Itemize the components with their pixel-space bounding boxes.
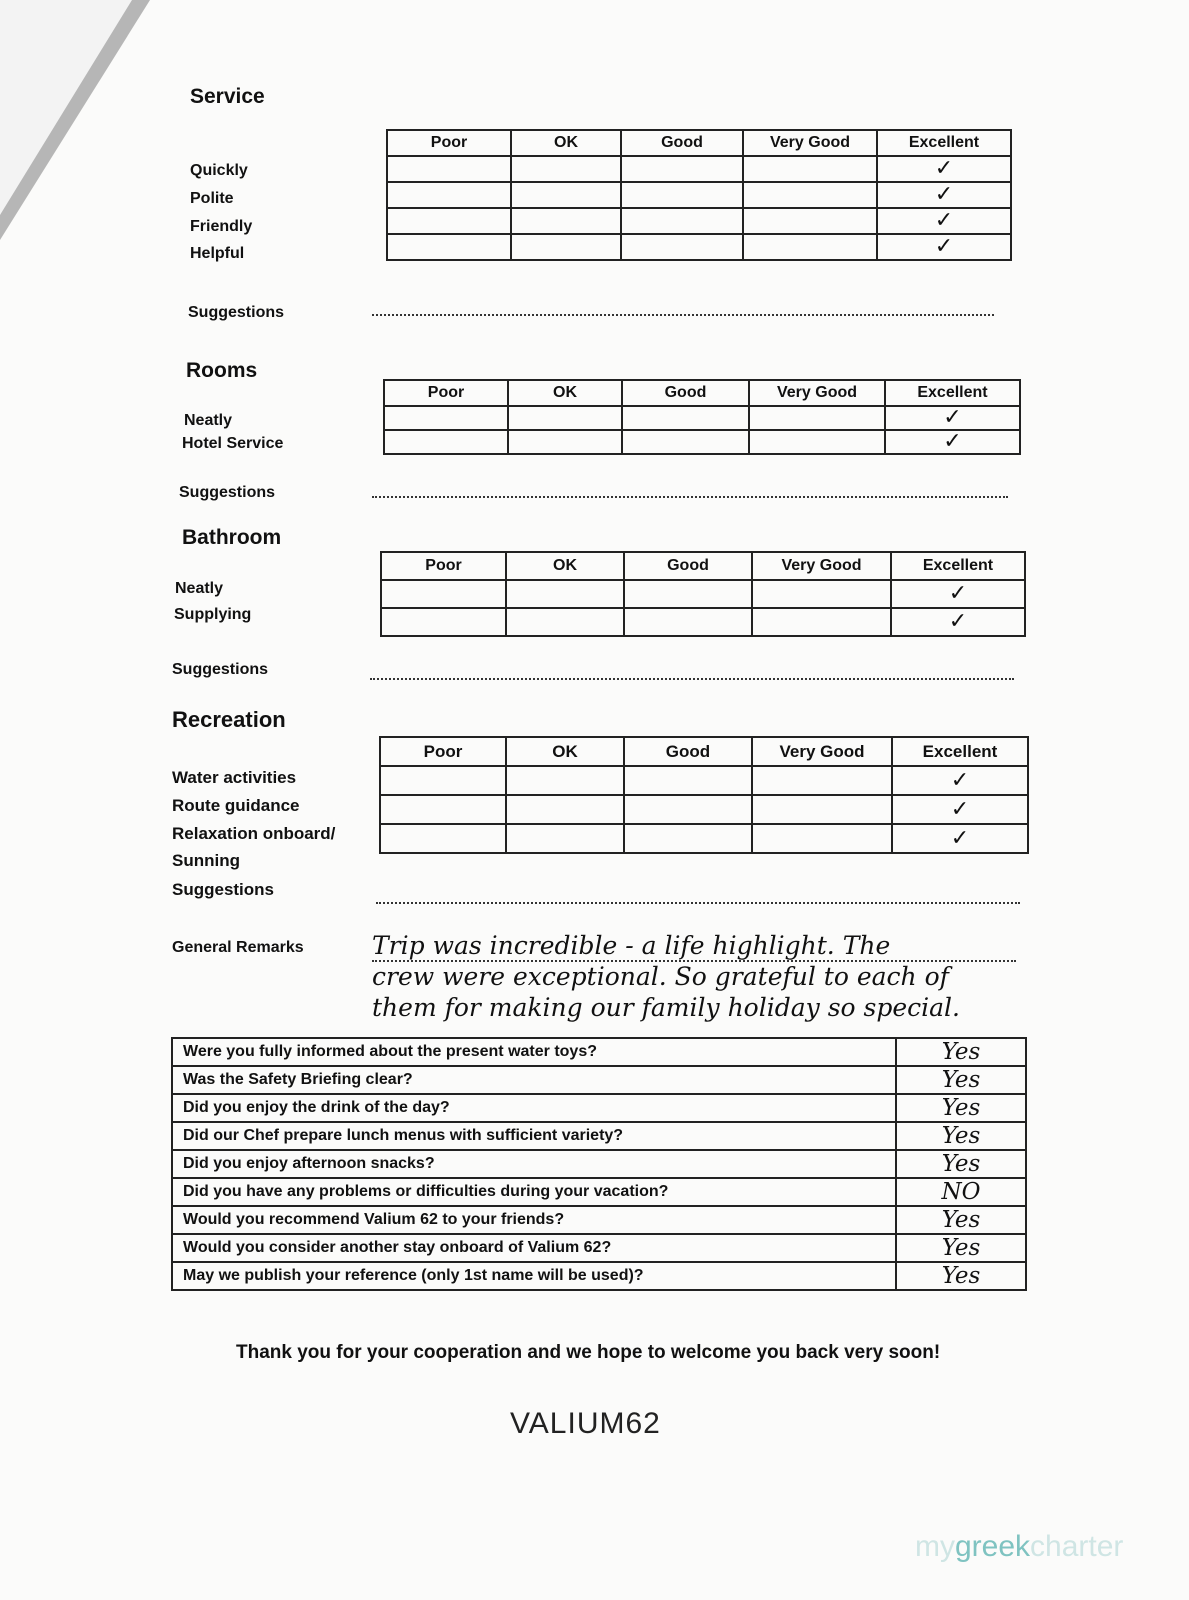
checkmark-icon: ✓ xyxy=(934,182,954,207)
table-row xyxy=(172,1122,1026,1150)
grid-header: OK xyxy=(508,380,622,406)
bathroom-rating-grid xyxy=(380,551,1026,637)
answer-text[interactable]: Yes xyxy=(896,1234,1026,1262)
grid-header: Poor xyxy=(384,380,508,406)
grid-header: Good xyxy=(624,552,752,580)
recreation-suggestions-line[interactable] xyxy=(376,902,1020,904)
grid-header: Very Good xyxy=(743,130,877,156)
folded-corner xyxy=(0,0,132,215)
grid-header: Good xyxy=(622,380,749,406)
answer-text[interactable]: Yes xyxy=(896,1206,1026,1234)
watermark xyxy=(915,1530,1123,1564)
service-suggestions-line[interactable] xyxy=(372,314,994,316)
question-text: Was the Safety Briefing clear? xyxy=(172,1066,896,1094)
watermark-suffix: charter xyxy=(1030,1530,1124,1563)
grid-header: OK xyxy=(506,552,624,580)
rooms-title: Rooms xyxy=(186,359,258,382)
checkmark-icon: ✓ xyxy=(948,581,968,606)
service-title: Service xyxy=(190,85,265,108)
answer-text[interactable]: Yes xyxy=(896,1122,1026,1150)
table-row xyxy=(172,1234,1026,1262)
table-row xyxy=(172,1094,1026,1122)
bathroom-suggestions-line[interactable] xyxy=(370,678,1014,680)
checkmark-icon: ✓ xyxy=(950,767,970,793)
answer-text[interactable]: Yes xyxy=(896,1094,1026,1122)
recreation-row-label: Route guidance xyxy=(172,796,300,815)
grid-header: Excellent xyxy=(891,552,1025,580)
table-row xyxy=(172,1262,1026,1290)
grid-header: Excellent xyxy=(877,130,1011,156)
grid-header: OK xyxy=(506,737,624,766)
service-rating-grid xyxy=(386,129,1012,261)
checkmark-icon: ✓ xyxy=(934,234,954,259)
table-row xyxy=(172,1178,1026,1206)
watermark-prefix: my xyxy=(915,1530,955,1563)
grid-header: OK xyxy=(511,130,621,156)
answer-text[interactable]: NO xyxy=(896,1178,1026,1206)
recreation-row-label: Sunning xyxy=(172,851,240,870)
checkmark-icon: ✓ xyxy=(943,430,962,454)
question-text: Did you have any problems or difficulties during your vacation? xyxy=(172,1178,896,1206)
remarks-line: Trip was incredible - a life highlight. The xyxy=(372,931,891,960)
rooms-suggestions-line[interactable] xyxy=(372,496,1008,498)
thank-you-note: Thank you for your cooperation and we hope to welcome you back very soon! xyxy=(236,1342,941,1363)
rooms-row-label: Neatly xyxy=(184,412,233,429)
checkmark-icon: ✓ xyxy=(934,208,954,233)
checkmark-icon: ✓ xyxy=(948,609,968,634)
bathroom-row-label: Supplying xyxy=(174,606,252,623)
recreation-rating-grid xyxy=(379,736,1029,854)
checkmark-icon: ✓ xyxy=(943,406,962,430)
table-row xyxy=(172,1038,1026,1066)
recreation-suggestions-label: Suggestions xyxy=(172,880,275,899)
answer-text[interactable]: Yes xyxy=(896,1066,1026,1094)
grid-header: Poor xyxy=(380,737,506,766)
checkmark-icon: ✓ xyxy=(950,796,970,822)
service-suggestions-label: Suggestions xyxy=(188,304,285,321)
question-text: Were you fully informed about the present water toys? xyxy=(172,1038,896,1066)
watermark-brand: greek xyxy=(955,1530,1031,1563)
bathroom-title: Bathroom xyxy=(182,526,282,549)
remarks-line: crew were exceptional. So grateful to each of xyxy=(372,962,949,991)
question-text: May we publish your reference (only 1st name will be used)? xyxy=(172,1262,896,1290)
grid-header: Excellent xyxy=(892,737,1028,766)
rooms-row-label: Hotel Service xyxy=(182,435,284,452)
service-row-label: Helpful xyxy=(190,245,245,262)
recreation-row-label: Relaxation onboard/ xyxy=(172,824,336,843)
answer-text[interactable]: Yes xyxy=(896,1038,1026,1066)
recreation-title: Recreation xyxy=(172,707,286,732)
table-row xyxy=(172,1066,1026,1094)
service-row-label: Friendly xyxy=(190,218,253,235)
service-row-label: Polite xyxy=(190,190,234,207)
grid-header: Good xyxy=(624,737,752,766)
rooms-suggestions-label: Suggestions xyxy=(179,484,276,501)
question-text: Did you enjoy afternoon snacks? xyxy=(172,1150,896,1178)
question-text: Would you recommend Valium 62 to your friends? xyxy=(172,1206,896,1234)
grid-header: Poor xyxy=(381,552,506,580)
rooms-rating-grid xyxy=(383,379,1021,455)
general-remarks-label: General Remarks xyxy=(172,939,304,956)
grid-header: Very Good xyxy=(752,737,892,766)
remarks-line: them for making our family holiday so special. xyxy=(372,993,961,1022)
bathroom-suggestions-label: Suggestions xyxy=(172,661,269,678)
valium62-logo: VALIUM62 xyxy=(510,1407,661,1440)
question-text: Would you consider another stay onboard of Valium 62? xyxy=(172,1234,896,1262)
grid-header: Very Good xyxy=(752,552,891,580)
questions-table xyxy=(171,1037,1027,1291)
answer-text[interactable]: Yes xyxy=(896,1150,1026,1178)
grid-header: Poor xyxy=(387,130,511,156)
general-remarks-text[interactable] xyxy=(372,930,1072,1023)
table-row xyxy=(172,1206,1026,1234)
recreation-row-label: Water activities xyxy=(172,768,297,787)
grid-header: Good xyxy=(621,130,743,156)
checkmark-icon: ✓ xyxy=(934,156,954,181)
grid-header: Very Good xyxy=(749,380,885,406)
question-text: Did our Chef prepare lunch menus with sufficient variety? xyxy=(172,1122,896,1150)
question-text: Did you enjoy the drink of the day? xyxy=(172,1094,896,1122)
service-row-label: Quickly xyxy=(190,162,248,179)
table-row xyxy=(172,1150,1026,1178)
checkmark-icon: ✓ xyxy=(950,825,970,851)
bathroom-row-label: Neatly xyxy=(175,580,224,597)
answer-text[interactable]: Yes xyxy=(896,1262,1026,1290)
grid-header: Excellent xyxy=(885,380,1020,406)
